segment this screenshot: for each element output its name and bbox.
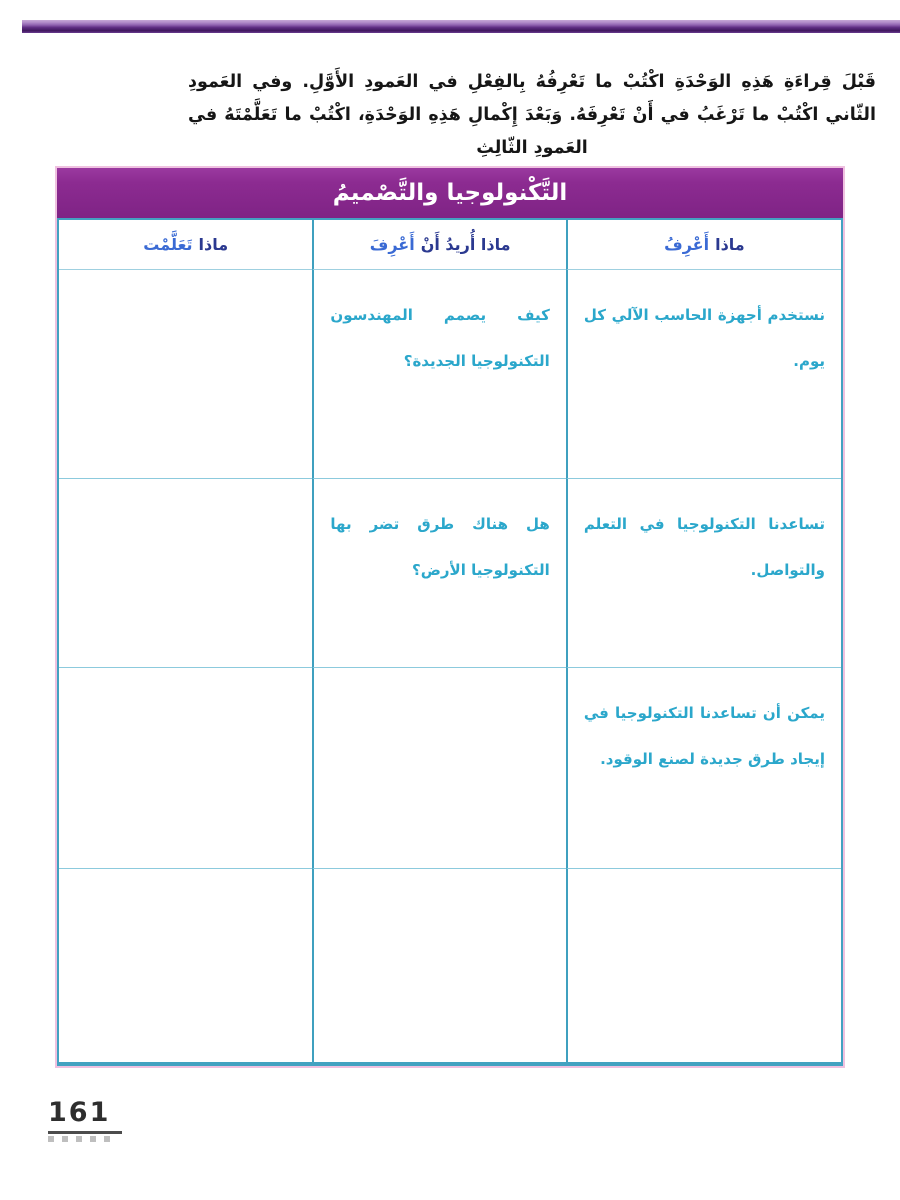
column-header-want xyxy=(312,220,565,270)
cell-want-row1: كيف يصمم المهندسون التكنولوجيا الجديدة؟ xyxy=(312,270,565,479)
cell-learned-row3 xyxy=(59,668,312,869)
cell-want-row4 xyxy=(312,869,565,1062)
cell-know-row1: نستخدم أجهزة الحاسب الآلي كل يوم. xyxy=(566,270,841,479)
column-header-know-prefix: ماذا xyxy=(715,235,745,254)
table-title: التَّكْنولوجيا والتَّصْميمُ xyxy=(57,168,843,218)
cell-know-row2: تساعدنا التكنولوجيا في التعلم والتواصل. xyxy=(566,479,841,668)
kwl-table xyxy=(55,166,845,1068)
column-header-want-verb: أَعْرِفَ xyxy=(369,235,415,254)
cell-learned-row4 xyxy=(59,869,312,1062)
cell-know-row4 xyxy=(566,869,841,1062)
cell-know-row3: يمكن أن تساعدنا التكنولوجيا في إيجاد طرق جديدة لصنع الوقود. xyxy=(566,668,841,869)
cell-want-row3 xyxy=(312,668,565,869)
column-header-learned-prefix: ماذا xyxy=(198,235,229,254)
cell-learned-row2 xyxy=(59,479,312,668)
top-decorative-rule xyxy=(22,20,900,33)
footer-cut-text xyxy=(48,1136,114,1142)
column-header-know xyxy=(566,220,841,270)
column-header-want-prefix: ماذا أُريدُ أَنْ xyxy=(420,235,511,254)
instructions-paragraph: قَبْلَ قِراءَةِ هَذِهِ الوَحْدَةِ اكْتُبْ ما تَعْرِفُهُ بِالفِعْلِ في العَمودِ الأَوَّلِ. وفي العَمودِ الثّاني اكْتُبْ ما تَرْغَبُ في أَنْ تَعْرِفَهُ. وَبَعْدَ إِكْمالِ هَذِهِ الوَحْدَةِ، اكْتُبْ ما تَعَلَّمْتَهُ في العَمودِ الثّالِثِ xyxy=(188,71,876,158)
column-header-learned xyxy=(59,220,312,270)
column-header-learned-verb: تَعَلَّمْت xyxy=(143,235,193,254)
kwl-grid xyxy=(57,218,843,1066)
page-number: 161 xyxy=(48,1097,111,1128)
column-header-know-verb: أَعْرِفُ xyxy=(664,235,710,254)
cell-want-row2: هل هناك طرق تضر بها التكنولوجيا الأرض؟ xyxy=(312,479,565,668)
footer-rule xyxy=(48,1131,122,1134)
cell-learned-row1 xyxy=(59,270,312,479)
page-footer xyxy=(48,1098,122,1142)
